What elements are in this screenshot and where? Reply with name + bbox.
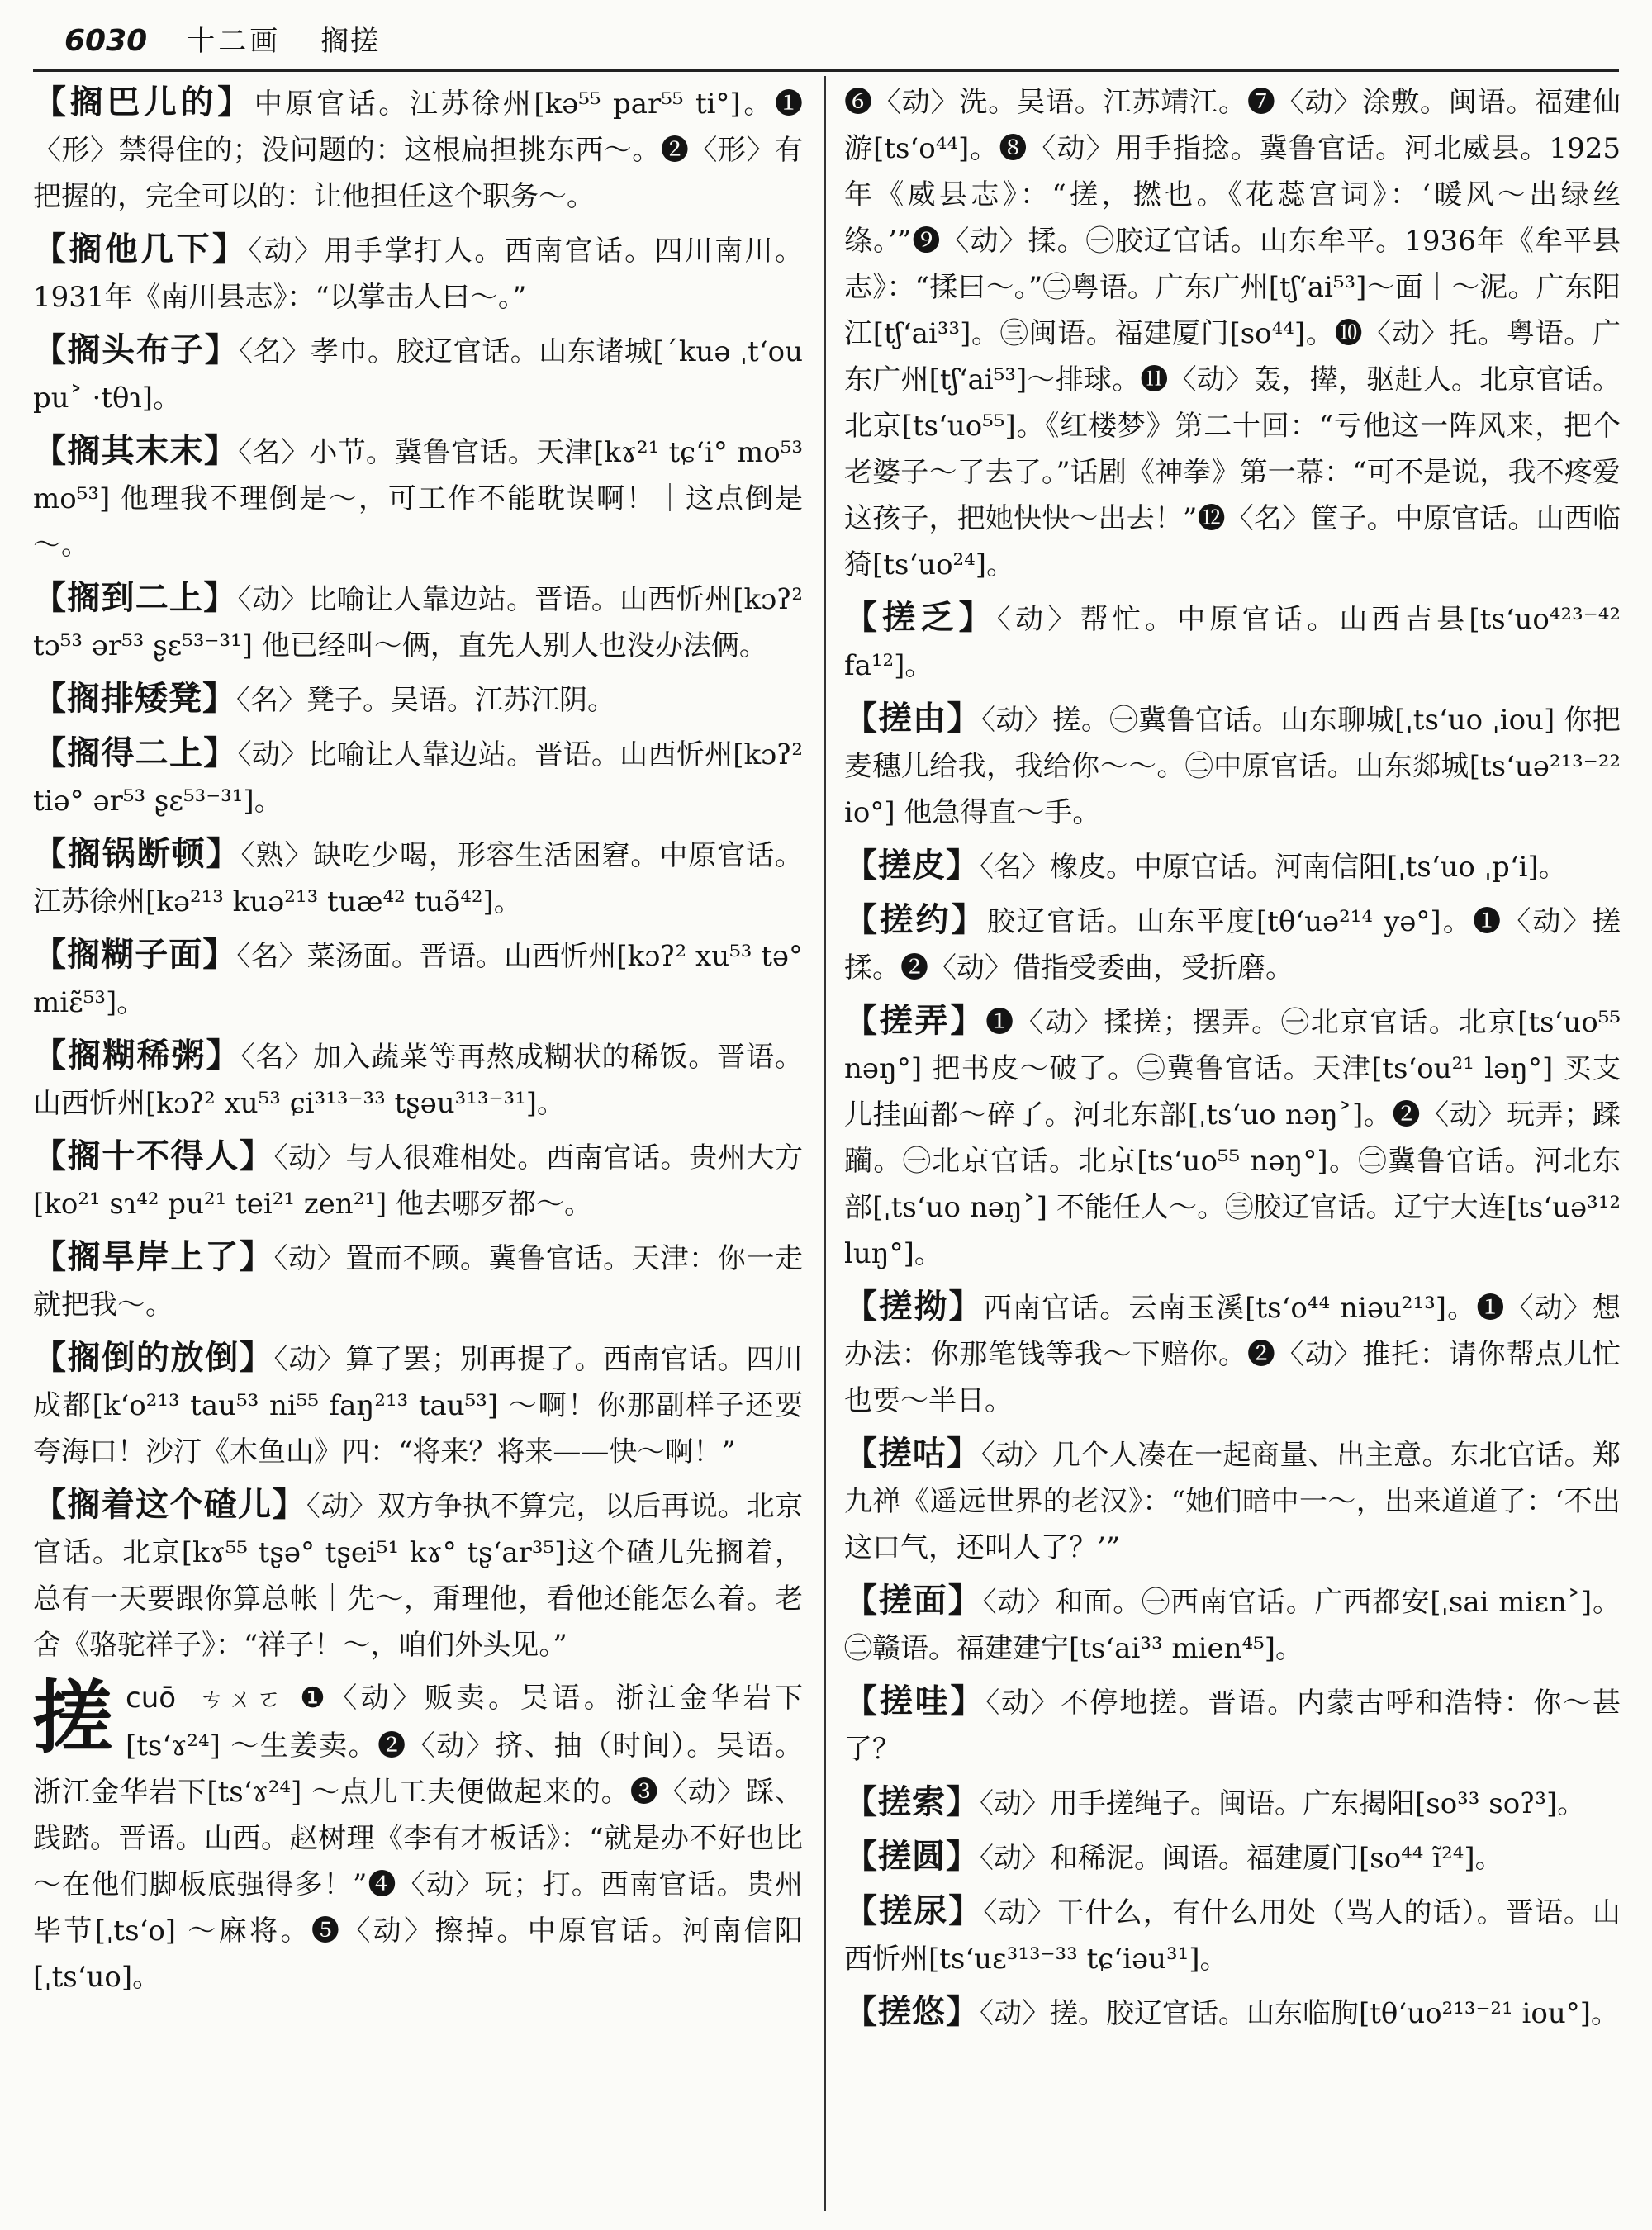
entry-headword: 【搁倒的放倒】 <box>33 1338 274 1377</box>
entry-headword: 【搓拗】 <box>844 1287 984 1326</box>
dictionary-entry <box>33 831 803 925</box>
entry-body: 〈动〉用手掌打人。西南官话。四川南川。1931年《南川县志》：“以掌击人曰～。” <box>33 235 803 314</box>
entry-headword: 【搓悠】 <box>844 1992 980 2031</box>
entry-headword: 【搓乏】 <box>844 598 997 637</box>
entry-body: 〈动〉和稀泥。闽语。福建厦门[so⁴⁴ ĩ²⁴]。 <box>980 1842 1503 1875</box>
entry-headword: 【搁他几下】 <box>33 230 249 268</box>
entry-headword: 【搓尿】 <box>844 1891 984 1930</box>
entry-headword: 【搁十不得人】 <box>33 1136 274 1175</box>
entry-body: 〈名〉橡皮。中原官话。河南信阳[ˌtsʻuo ˌpʻi]。 <box>980 851 1567 884</box>
entry-body: 〈名〉加入蔬菜等再熬成糊状的稀饭。晋语。山西忻州[kɔʔ² xu⁵³ ɕi³¹³⁻³³ tʂəu³¹³⁻³¹]。 <box>33 1041 804 1120</box>
dictionary-entry <box>33 932 803 1026</box>
dictionary-entry <box>844 842 1621 890</box>
entry-body: 中原官话。江苏徐州[kə⁵⁵ par⁵⁵ ti°]。❶〈形〉禁得住的；没问题的：这根扁担挑东西～。❷〈形〉有把握的，完全可以的：让他担任这个职务～。 <box>33 88 804 213</box>
entry-headword: 【搁旱岸上了】 <box>33 1237 274 1276</box>
entry-headword: 【搁糊子面】 <box>33 935 237 974</box>
character-entry <box>33 1671 804 2000</box>
entry-headword: 【搁着这个碴儿】 <box>33 1485 306 1524</box>
dictionary-entry <box>844 1888 1621 1982</box>
entry-body: 〈动〉不停地搓。晋语。内蒙古呼和浩特：你～甚了？ <box>844 1687 1621 1766</box>
entry-body: 〈动〉用手搓绳子。闽语。广东揭阳[so³³ soʔ³]。 <box>980 1787 1586 1820</box>
dictionary-entry <box>844 998 1621 1277</box>
column-divider <box>824 76 826 2211</box>
headword-range: 搁搓 <box>320 25 381 58</box>
entry-body: 〈动〉置而不顾。冀鲁官话。天津：你一走就把我～。 <box>33 1242 804 1321</box>
left-column <box>33 79 803 2000</box>
entry-headword: 【搁巴儿的】 <box>33 83 254 121</box>
entry-headword: 【搓面】 <box>844 1581 983 1620</box>
page-number: 6030 <box>64 24 148 58</box>
entry-body: 〈熟〉缺吃少喝，形容生活困窘。中原官话。江苏徐州[kə²¹³ kuə²¹³ tuæ⁴² tuə̃⁴²]。 <box>33 839 804 918</box>
dictionary-entry <box>844 1989 1621 2037</box>
entry-body: 胶辽官话。山东平度[tθʻuə²¹⁴ yə°]。❶〈动〉搓揉。❷〈动〉借指受委曲，受折磨。 <box>844 905 1621 985</box>
character-definitions: ❶〈动〉贩卖。吴语。浙江金华岩下[tsʻɤ²⁴] ～生姜卖。❷〈动〉挤、抽（时间）。吴语。浙江金华岩下[tsʻɤ²⁴] ～点儿工夫便做起来的。❸〈动〉踩、践踏。晋语。山西。赵树理《李有才板话》：“就是办不好也比～在他们脚板底强得多！”❹〈动〉玩；打。西南官话。贵州毕节[ˌtsʻo] ～麻将。❺〈动〉擦掉。中原官话。河南信阳[ˌtsʻuo]。 <box>33 1682 804 1994</box>
entry-body: 〈动〉几个人凑在一起商量、出主意。东北官话。郑九禅《遥远世界的老汉》：“她们暗中一～，出来道道了：‘不出这口气，还叫人了？’” <box>844 1439 1621 1564</box>
dictionary-entry <box>844 1431 1621 1571</box>
stroke-count-title: 十二画 <box>187 25 282 58</box>
dictionary-entry <box>33 1482 803 1668</box>
page-header <box>64 18 380 68</box>
dictionary-entry <box>844 1678 1621 1772</box>
entry-body: 〈名〉菜汤面。晋语。山西忻州[kɔʔ² xu⁵³ tə° miɛ̃⁵³]。 <box>33 940 804 1019</box>
entry-headword: 【搓索】 <box>844 1782 980 1821</box>
dictionary-entry <box>33 730 803 824</box>
entry-headword: 【搁得二上】 <box>33 733 238 772</box>
entry-headword: 【搓弄】 <box>844 1001 986 1040</box>
entry-body: 〈动〉搓。㊀冀鲁官话。山东聊城[ˌtsʻuo ˌiou] 你把麦穗儿给我，我给你～～。㊁中原官话。山东郯城[tsʻuə²¹³⁻²² io°] 他急得直～手。 <box>844 704 1621 829</box>
entry-body: 〈动〉干什么，有什么用处（骂人的话）。晋语。山西忻州[tsʻuɛ³¹³⁻³³ tɕʻiəu³¹]。 <box>844 1896 1621 1976</box>
entry-headword: 【搓哇】 <box>844 1682 986 1720</box>
dictionary-entry <box>33 1133 803 1227</box>
entry-body: 〈名〉凳子。吴语。江苏江阴。 <box>236 684 615 717</box>
entry-headword: 【搓由】 <box>844 699 981 738</box>
entry-headword: 【搁糊稀粥】 <box>33 1036 241 1075</box>
entry-body: 〈名〉小节。冀鲁官话。天津[kɤ²¹ tɕʻi° mo⁵³ mo⁵³] 他理我不理倒是～，可工作不能耽误啊！｜这点倒是～。 <box>33 436 804 562</box>
right-column <box>844 79 1621 2043</box>
character-definitions-continued: ❻〈动〉洗。吴语。江苏靖江。❼〈动〉涂敷。闽语。福建仙游[tsʻo⁴⁴]。❽〈动〉用手指捻。冀鲁官话。河北威县。1925年《威县志》：“搓，撚也。《花蕊宫词》：‘暖风～出绿丝绦。’”❾〈动〉揉。㊀胶辽官话。山东牟平。1936年《牟平县志》：“揉曰～。”㊁粤语。广东广州[tʃʻai⁵³]～面｜～泥。广东阳江[tʃʻai³³]。㊂闽语。福建厦门[so⁴⁴]。❿〈动〉托。粤语。广东广州[tʃʻai⁵³]～排球。⓫〈动〉轰，撵，驱赶人。北京官话。北京[tsʻuo⁵⁵]。《红楼梦》第二十回：“亏他这一阵风来，把个老婆子～了去了。”话剧《神拳》第一幕：“可不是说，我不疼爱这孩子，把她快快～出去！”⓬〈名〉筐子。中原官话。山西临猗[tsʻuo²⁴]。 <box>844 86 1621 581</box>
entry-body: 〈动〉算了罢；别再提了。西南官话。四川成都[kʻo²¹³ tau⁵³ ni⁵⁵ faŋ²¹³ tau⁵³] ～啊！你那副样子还要夸海口！沙汀《木鱼山》四：“将来？将来——快～啊！” <box>33 1343 804 1468</box>
entry-headword: 【搁排矮凳】 <box>33 679 236 718</box>
entry-headword: 【搁头布子】 <box>33 330 240 369</box>
entry-body: 〈动〉与人很难相处。西南官话。贵州大方[ko²¹ sɿ⁴² pu²¹ tei²¹ zen²¹] 他去哪歹都～。 <box>33 1141 804 1221</box>
pinyin: cuō <box>126 1682 177 1715</box>
dictionary-entry <box>844 897 1621 991</box>
entry-headword: 【搓圆】 <box>844 1837 980 1876</box>
dictionary-entry <box>33 226 803 320</box>
dictionary-entry <box>844 1283 1621 1424</box>
dictionary-entry <box>844 1578 1621 1672</box>
entry-body: 〈动〉双方争执不算完，以后再说。北京官话。北京[kɤ⁵⁵ tʂə° tʂei⁵¹ kɤ° tʂʻar³⁵]这个碴儿先搁着，总有一天要跟你算总帐｜先～，甭理他，看他还能怎么着。老舍《骆驼祥子》：“祥子！～，咱们外头见。” <box>33 1490 804 1662</box>
header-rule <box>33 69 1619 72</box>
dictionary-entry <box>33 1234 803 1328</box>
entry-body: 〈动〉帮忙。中原官话。山西吉县[tsʻuo⁴²³⁻⁴² fa¹²]。 <box>844 603 1621 682</box>
entry-headword: 【搁到二上】 <box>33 578 238 617</box>
dictionary-entry <box>844 695 1621 836</box>
entry-headword: 【搓咕】 <box>844 1434 981 1473</box>
dictionary-entry <box>33 1335 803 1475</box>
dictionary-entry <box>33 79 803 220</box>
entry-headword: 【搓约】 <box>844 900 987 939</box>
entry-headword: 【搁锅断顿】 <box>33 834 241 873</box>
head-character: 搓 <box>33 1671 112 1764</box>
entry-body: 〈动〉搓。胶辽官话。山东临朐[tθʻuo²¹³⁻²¹ iou°]。 <box>980 1997 1619 2030</box>
entry-body: ❶〈动〉揉搓；摆弄。㊀北京官话。北京[tsʻuo⁵⁵ nəŋ°] 把书皮～破了。㊁冀鲁官话。天津[tsʻou²¹ ləŋ°] 买支儿挂面都～碎了。河北东部[ˌtsʻuo nəŋ˃]。❷〈动〉玩弄；蹂躏。㊀北京官话。北京[tsʻuo⁵⁵ nəŋ°]。㊁冀鲁官话。河北东部[ˌtsʻuo nəŋ˃] 不能任人～。㊂胶辽官话。辽宁大连[tsʻuə³¹² luŋ°]。 <box>844 1006 1621 1270</box>
dictionary-entry <box>33 575 803 669</box>
dictionary-entry <box>844 1834 1621 1881</box>
entry-headword: 【搁其末末】 <box>33 431 239 470</box>
dictionary-entry <box>33 428 803 568</box>
dictionary-entry <box>33 1032 803 1127</box>
entry-body: 〈动〉和面。㊀西南官话。广西都安[ˌsai miɛn˃]。㊁赣语。福建建宁[tsʻai³³ mien⁴⁵]。 <box>844 1586 1621 1665</box>
entry-body: 〈动〉比喻让人靠边站。晋语。山西忻州[kɔʔ² tiə° ər⁵³ ʂɛ⁵³⁻³¹]。 <box>33 738 803 818</box>
dictionary-entry <box>33 327 803 421</box>
dictionary-entry <box>844 595 1621 689</box>
entry-body: 〈名〉孝巾。胶辽官话。山东诸城[ˊkuə ˌtʻou pu˃ ·tθɿ]。 <box>33 335 803 415</box>
entry-headword: 【搓皮】 <box>844 846 980 885</box>
zhuyin: ㄘㄨㄛ <box>196 1685 286 1714</box>
entry-body: 西南官话。云南玉溪[tsʻo⁴⁴ niəu²¹³]。❶〈动〉想办法：你那笔钱等我～下赔你。❷〈动〉推托：请你帮点儿忙也要～半日。 <box>844 1292 1621 1417</box>
dictionary-entry <box>844 1779 1621 1827</box>
entry-body: 〈动〉比喻让人靠边站。晋语。山西忻州[kɔʔ² tɔ⁵³ ər⁵³ ʂɛ⁵³⁻³¹] 他已经叫～俩，直先人别人也没办法俩。 <box>33 583 803 662</box>
dictionary-entry <box>33 676 803 724</box>
